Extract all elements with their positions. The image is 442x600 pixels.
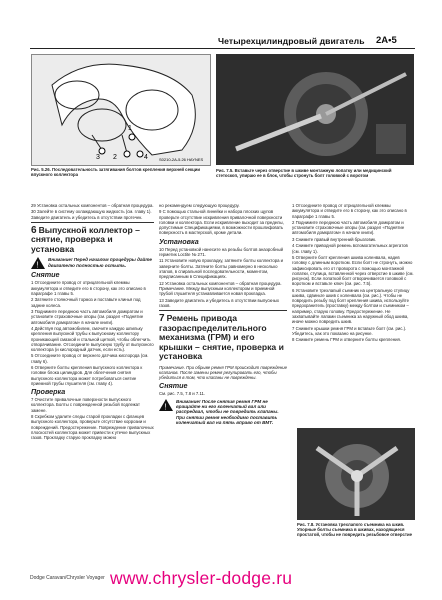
pulley-photo-image — [216, 54, 414, 165]
col1-step-5: 5 Отсоедините провод от верхнего датчика кислорода (см. главу 6). — [31, 353, 149, 364]
fig2-caption: Рис. 7.5. Вставьте через отверстие в шкиве монтажную лопатку или медицинский стетоскоп, упираю ее в блок, чтобы стронуть болт головкой с воротом — [216, 168, 392, 179]
figure-pulley-photo — [216, 54, 414, 165]
col3-step-5: 5 Отверните болт крепления шкива коленвала, надев головку с длинным воротком. Если болт не стронуть, можно зафиксировать его от проворота с помощью монтажной лопатки, ступица, вставленной через отверстие в шкиве (см. рисунок). Если лопаткой болт отворачивается головкой с воротком и вставьте ключ (см. рис. 7.5). — [292, 255, 414, 287]
col2-para-cont: но рекомендуем следующую процедуру. — [159, 203, 240, 208]
col1-step-4: 4 Действуя под автомобилем, смочите каждую шпильку крепления выпускной трубы к выпускному коллектору проникающей смазкой и стальной щеткой, чтобы облегчить отворачивание. Отсоедините выпускную трубу от выпускного коллектора (и кислородный датчик, если есть). — [31, 326, 154, 352]
page-code: 2A•5 — [376, 35, 397, 46]
col2-step-10: 10 Перед установкой нанесите на резьбы болтов анаэробный герметик Loctite № 271. — [159, 246, 284, 257]
manifold-diagram-drawing — [32, 55, 210, 165]
section-7-title — [159, 314, 287, 362]
section-divider-2 — [159, 310, 287, 311]
col1-para-29: 29 Установка остальных компонентов – обратная процедура. — [31, 203, 154, 208]
col3-step-2: 2 Поднимите переднюю часть автомобиля домкратом и установите страховочные опоры (см. раздел «Поднятие автомобиля домкратом» в начале книги). — [292, 219, 405, 236]
section-6-number: 6 — [31, 224, 37, 236]
svg-text:!: ! — [164, 402, 167, 411]
col3-step-6: 6 Установите трехлапый съемник на центральную ступицу шкива, сдвиньте шкив с коленвала (см. рис.). Чтобы не повредить резьбу под болт крепления шкива, используйте предохранитель (проставку) между болтом и съемником – например, старую головку. Предостережение. Не захватывайте лапами съемника за наружный обод шкива, иначе можно повредить шкив. — [292, 287, 410, 325]
warning-text-2: Внимание! После снятия ремня ГРМ не вращайте ни его коленчатый вал или распредвал, чтобы не повредить клапаны. При снятии ремня необходимо поставить коленчатый вал на пять вправо от ВМТ. — [176, 398, 279, 426]
col1-step-1: 1 Отсоедините провод от отрицательной клеммы аккумулятора и отведите его в сторону, как это описано в параграфе 1 главы 5. — [31, 280, 146, 296]
fig1-num-2: 2 — [113, 154, 117, 161]
col1-step-3: 3 Поднимите переднюю часть автомобиля домкратом и установите страховочные опоры (см. раздел «Поднятие автомобиля домкратом» в начале книги). — [31, 309, 144, 325]
column-2 — [159, 203, 287, 428]
section-7-text: Ремень привода газораспределительного механизма (ГРМ) и его крышки – снятие, проверка и установка — [159, 313, 284, 361]
figure-puller-photo — [297, 428, 415, 520]
fig1-num-4: 4 — [144, 154, 148, 161]
col3-step-4: 4 Снимите приводной ремень вспомогательных агрегатов (см. главу 1). — [292, 243, 408, 254]
warning-icon-2 — [159, 399, 173, 411]
column-3 — [292, 203, 415, 344]
header-rule — [30, 48, 415, 49]
fig1-ref: S0210-2A-5.26 HAYNES — [159, 157, 204, 162]
col2-step-9: 9 С помощью стальной линейки и набора плоских щупов проверьте отсутствие искривления привалочной поверхности головки и коллектора. Если искривление выходит за пределы, допустимые Спецификациями, в возможности прошлифовать поверхность в мастерской, кроме детали. — [159, 209, 284, 236]
col3-step-3: 3 Снимите правый внутренний брызговик. — [292, 236, 377, 242]
col3-step-7: 7 Снимите крышки ремня ГРМ и вставьте болт (см. рис.). Убедитесь, как это показано на рисунке. — [292, 325, 407, 336]
col2-step-11: 11 Установите новую прокладку, затяните болты коллектора и заверните болты. Затяните болты равномерно в несколько этапов, в спиральной последовательности, моментом, предписанным в Спецификациях. — [159, 258, 284, 280]
figure-manifold-diagram — [31, 54, 211, 166]
footer-book-title: Dodge Caravan/Chrysler Voyager — [30, 575, 105, 581]
col2-step-12: 12 Установка остальных компонентов – обратная процедура. Примечание. Между выпускным коллектором и приемной трубой глушителя устанавливается новая прокладка. — [159, 280, 282, 297]
footer-watermark-url[interactable]: www.chrysler-dodge.ru — [110, 568, 293, 588]
col2-see-figs: См. рис. 7.5, 7.8 и 7.11. — [159, 391, 206, 397]
col2-step-13: 13 Заведите двигатель и убедитесь в отсутствии выпускных газов. — [159, 297, 279, 308]
section-divider — [31, 222, 154, 223]
col1-step-2: 2 Затяните стояночный тормоз и поставьте клинья под задние колеса. — [31, 297, 141, 308]
fig1-caption: Рис. 5.26. Последовательность затягивания болтов крепления верхней секции впускного коллектора — [31, 167, 201, 178]
section-6-title — [31, 226, 154, 255]
warning-text: Внимание! Перед началом процедуры дайте двигателю полностью остыть. — [48, 257, 152, 268]
col2-note: Примечание. При обрыве ремня ГРМ происходит повреждение клапанов. После замены ремня регулировать его, чтобы убедиться в том, что клапаны не повреждены. — [159, 364, 287, 380]
col3-step-1: 1 Отсоедините провод от отрицательной клеммы аккумулятора и отведите его в сторону, как это описано в параграфе 1 главы 5. — [292, 203, 407, 219]
col1-step-7: 7 Очистите привалочные поверхности выпускного коллектора. Болты с поврежденной резьбой подлежат замене. — [31, 397, 140, 413]
install-heading: Установка — [159, 236, 199, 246]
fig1-num-3: 3 — [96, 154, 100, 161]
removal-heading-2: Снятие — [159, 381, 188, 391]
warning-icon — [31, 257, 45, 269]
section-7-number: 7 — [159, 313, 165, 324]
col1-step-6: 6 Отверните болты крепления выпускного коллектора к головке блока цилиндров. Для облегчения снятия выпускного коллектора может потребоваться снятие приемной трубы глушителя (см. главу 4). — [31, 365, 143, 386]
warning-box-2 — [159, 399, 287, 426]
column-1 — [31, 203, 154, 442]
chapter-title: Четырехцилиндровый двигатель — [218, 36, 365, 46]
removal-heading: Снятие — [31, 270, 60, 280]
fig3-caption: Рис. 7.8. Установка трехлапого съемника на шкив. Упорные болты съемника в шкивах, находящиеся простатой, чтобы не повредить резьбовое отверстие — [297, 522, 413, 538]
section-6-text: Выпускной коллектор – снятие, проверка и установка — [31, 224, 140, 254]
fig1-num-1: 1 — [128, 125, 132, 132]
warning-box — [31, 257, 154, 269]
col1-para-30: 30 Залейте в систему охлаждающую жидкость (см. главу 1). Заведите двигатель и убедитесь в отсутствии протечек. — [31, 209, 152, 220]
col3-step-8: 8 Снимите ремень ГРМ и отверните болты крепления. — [292, 337, 402, 343]
puller-photo-image — [297, 428, 415, 520]
svg-text:!: ! — [36, 260, 39, 270]
col1-step-8: 8 Скребком удалите следы старой прокладки с фланцев выпускного коллектора, проверьте отсутствие коррозии и повреждений. Предостережение. Повреждение привалочных плоскостей коллектора может привести к утечке выпускных газов. Прокладку старую прокладку можно — [31, 414, 154, 441]
check-heading: Проверка — [31, 387, 66, 397]
